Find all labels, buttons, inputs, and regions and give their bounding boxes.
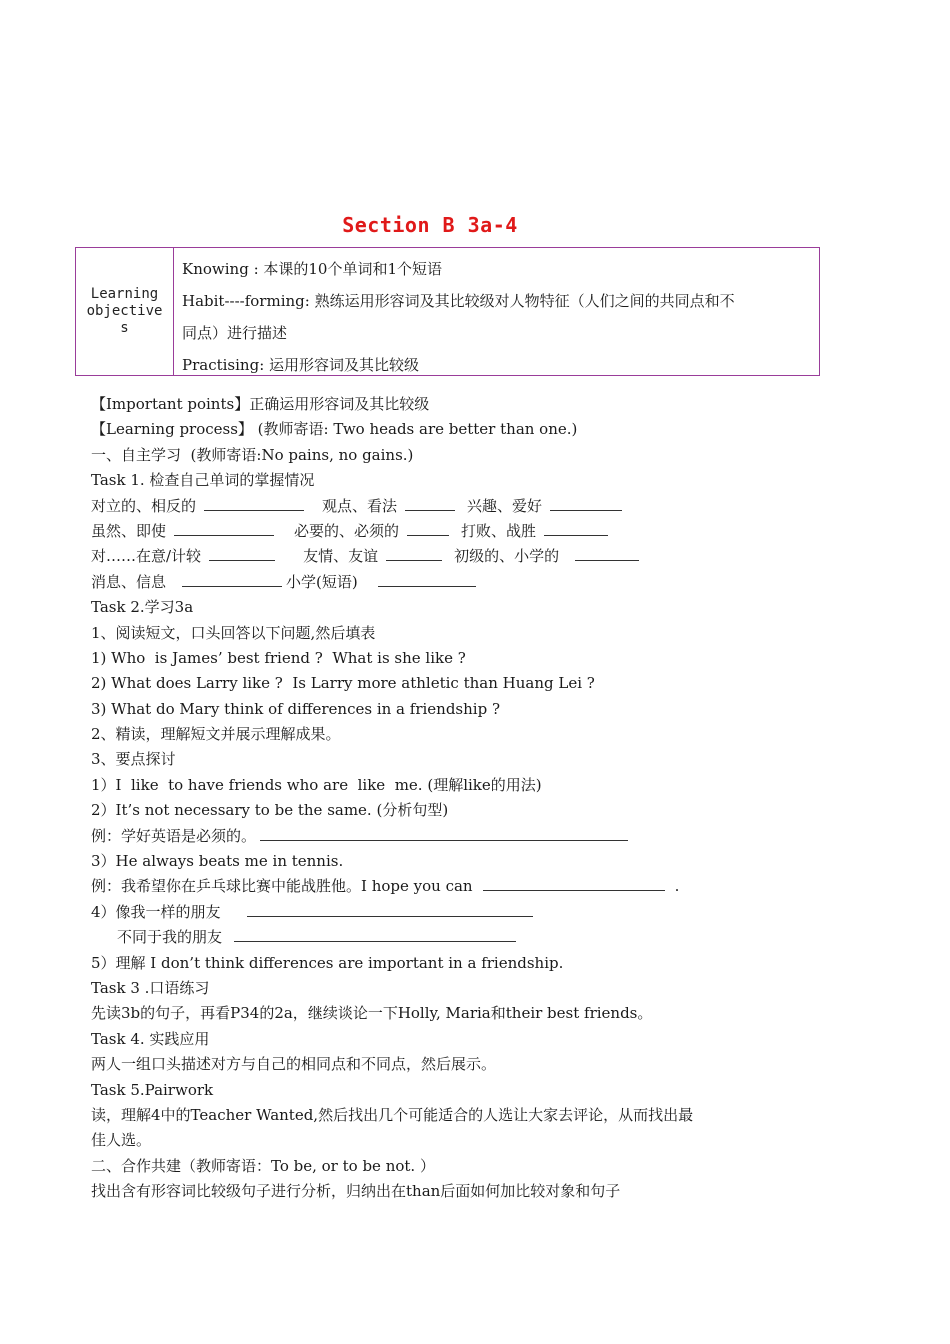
- task3-heading: Task 3 .口语练习: [91, 978, 210, 997]
- learning-process: 【Learning process】 (教师寄语: Two heads are better than one.): [91, 420, 578, 439]
- point-1: 1）I like to have friends who are like me. (理解like的用法): [91, 775, 542, 794]
- vocab-although: 虽然、即使: [91, 521, 167, 540]
- vocab-row-2: [91, 519, 851, 544]
- point-3: 3）He always beats me in tennis.: [91, 852, 344, 871]
- point-2-example-text: 例：学好英语是必须的。: [91, 826, 257, 845]
- knowing-objective: Knowing : 本课的10个单词和1个短语: [182, 260, 443, 278]
- learning-objectives-table: [75, 247, 820, 376]
- blank-necessary[interactable]: [407, 520, 449, 536]
- label-line-3: s: [120, 320, 129, 336]
- task5-text-line2: 佳人选。: [91, 1131, 152, 1150]
- blank-point-4b[interactable]: [234, 926, 516, 942]
- blank-friendship[interactable]: [386, 545, 442, 561]
- habit-objective-line1: Habit----forming: 熟练运用形容词及其比较级对人物特征（人们之间的共同点和不: [182, 292, 735, 310]
- objectives-content: [174, 248, 819, 375]
- blank-care-about[interactable]: [209, 545, 275, 561]
- vocab-beat: 打败、战胜: [461, 521, 537, 540]
- blank-point-4a[interactable]: [247, 901, 533, 917]
- point-3-example-text: 例：我希望你在乒乓球比赛中能战胜他。I hope you can: [91, 877, 473, 896]
- habit-objective-line2: 同点）进行描述: [182, 324, 288, 342]
- point-2-example: [91, 824, 851, 849]
- task2-step1: 1、阅读短文，口头回答以下问题,然后填表: [91, 623, 376, 642]
- blank-opposite[interactable]: [204, 495, 304, 511]
- task1-heading: Task 1. 检查自己单词的掌握情况: [91, 471, 315, 490]
- point-4b: [91, 925, 851, 950]
- worksheet-body: [91, 392, 851, 1205]
- point-4b-text: 不同于我的朋友: [117, 928, 223, 947]
- task2-step2: 2、精读，理解短文并展示理解成果。: [91, 725, 341, 744]
- vocab-care-about: 对……在意/计较: [91, 547, 202, 566]
- blank-point-2[interactable]: [260, 825, 628, 841]
- section-1-heading: 一、自主学习 (教师寄语:No pains, no gains.): [91, 445, 414, 464]
- vocab-interest: 兴趣、爱好: [467, 496, 543, 515]
- task3-text: 先读3b的句子，再看P34的2a，继续谈论一下Holly, Maria和their best friends。: [91, 1004, 653, 1023]
- task2-step3: 3、要点探讨: [91, 750, 176, 769]
- vocab-primary: 初级的、小学的: [454, 547, 560, 566]
- task5-heading: Task 5.Pairwork: [91, 1080, 214, 1099]
- task4-text: 两人一组口头描述对方与自己的相同点和不同点，然后展示。: [91, 1055, 497, 1074]
- question-2: 2) What does Larry like ? Is Larry more athletic than Huang Lei ?: [91, 674, 595, 693]
- vocab-friendship: 友情、友谊: [303, 547, 379, 566]
- label-line-1: Learning: [90, 286, 159, 302]
- learning-objectives-label: [76, 248, 174, 375]
- vocab-primary-school: 小学(短语): [286, 572, 358, 591]
- blank-point-3[interactable]: [483, 875, 665, 891]
- point-3-example: 例：我希望你在乒乓球比赛中能战胜他。I hope you can .: [91, 877, 680, 896]
- vocab-message: 消息、信息: [91, 572, 167, 591]
- question-3: 3) What do Mary think of differences in a friendship ?: [91, 699, 500, 718]
- point-2: 2）It’s not necessary to be the same. (分析句型): [91, 801, 449, 820]
- task4-heading: Task 4. 实践应用: [91, 1029, 210, 1048]
- blank-primary[interactable]: [575, 545, 639, 561]
- blank-beat[interactable]: [544, 520, 608, 536]
- practising-objective: Practising: 运用形容词及其比较级: [182, 356, 420, 374]
- vocab-row-1: [91, 494, 851, 519]
- blank-interest[interactable]: [550, 495, 622, 511]
- page-title: Section B 3a-4: [342, 213, 518, 237]
- section-2-heading: 二、合作共建（教师寄语：To be, or to be not. ）: [91, 1156, 435, 1175]
- point-4a: [91, 900, 851, 925]
- task5-text-line1: 读，理解4中的Teacher Wanted,然后找出几个可能适合的人选让大家去评论，从而找出最: [91, 1105, 694, 1124]
- blank-message[interactable]: [182, 571, 282, 587]
- blank-primary-school[interactable]: [378, 571, 476, 587]
- label-line-2: objective: [86, 303, 163, 319]
- vocab-necessary: 必要的、必须的: [294, 521, 400, 540]
- important-points: 【Important points】正确运用形容词及其比较级: [91, 395, 430, 413]
- blank-opinion[interactable]: [405, 495, 455, 511]
- task2-heading: Task 2.学习3a: [91, 598, 194, 617]
- section-2-text: 找出含有形容词比较级句子进行分析，归纳出在than后面如何加比较对象和句子: [91, 1182, 621, 1201]
- question-1: 1) Who is James’ best friend ? What is she like ?: [91, 648, 466, 667]
- point-4a-text: 4）像我一样的朋友: [91, 902, 221, 921]
- vocab-opinion: 观点、看法: [322, 496, 398, 515]
- vocab-row-3: [91, 544, 851, 569]
- point-5: 5）理解 I don’t think differences are important in a friendship.: [91, 953, 564, 972]
- vocab-row-4: [91, 570, 851, 595]
- blank-although[interactable]: [174, 520, 274, 536]
- vocab-opposite: 对立的、相反的: [91, 496, 197, 515]
